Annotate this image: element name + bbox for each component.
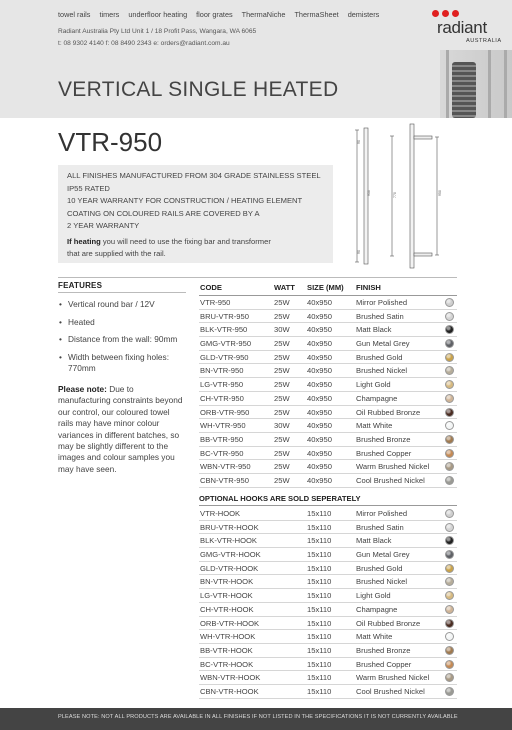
cell-size: 15x110: [307, 686, 332, 696]
top-nav: [58, 10, 379, 19]
cell-size: 40x950: [307, 325, 332, 335]
footer-bar: [0, 708, 512, 730]
cell-code: VTR-950: [200, 298, 231, 307]
table-row: [199, 521, 457, 535]
finish-swatch-icon: [445, 366, 454, 375]
dim-b-label: 90: [357, 250, 361, 254]
table-row: [199, 364, 457, 378]
table-row: [199, 507, 457, 521]
cell-size: 15x110: [307, 673, 332, 683]
cell-size: 40x950: [307, 352, 332, 362]
cell-finish: Mirror Polished: [356, 509, 408, 518]
company-address: Radiant Australia Pty Ltd Unit 1 / 18 Profit Pass, Wangara, WA 6065: [58, 28, 257, 35]
cell-watt: 25W: [274, 462, 290, 472]
table-row: [199, 603, 457, 617]
finish-swatch-icon: [445, 312, 454, 321]
page-header: [0, 0, 512, 118]
cell-code: BRU-VTR-HOOK: [200, 522, 259, 532]
table-row: [199, 392, 457, 406]
cell-code: ORB-VTR-HOOK: [200, 618, 260, 628]
cell-code: BRU-VTR-950: [200, 311, 249, 321]
cell-watt: 25W: [274, 366, 290, 376]
cell-code: WH-VTR-950: [200, 421, 246, 431]
table-row: [199, 575, 457, 589]
finish-swatch-icon: [445, 646, 454, 655]
cell-code: BC-VTR-950: [200, 448, 244, 458]
finish-swatch-icon: [445, 632, 454, 641]
cell-watt: 25W: [274, 352, 290, 362]
cell-code: GLD-VTR-950: [200, 352, 249, 362]
spec-line: 2 YEAR WARRANTY: [67, 221, 140, 230]
table-header: [199, 281, 457, 296]
table-row: [199, 351, 457, 365]
finish-swatch-icon: [445, 550, 454, 559]
cell-finish: Warm Brushed Nickel: [356, 673, 430, 683]
features-list: [58, 299, 186, 381]
nav-link-towel-rails[interactable]: towel rails: [58, 10, 91, 19]
cell-watt: 25W: [274, 407, 290, 417]
cell-size: 15x110: [307, 550, 332, 560]
cell-size: 15x110: [307, 563, 332, 573]
cell-finish: Matt White: [356, 421, 393, 431]
cell-code: CBN-VTR-HOOK: [200, 686, 259, 696]
header-code: CODE: [200, 283, 222, 292]
features-heading: FEATURES: [58, 281, 103, 290]
cell-size: 40x950: [307, 380, 332, 390]
cell-finish: Mirror Polished: [356, 298, 408, 307]
cell-finish: Gun Metal Grey: [356, 550, 410, 560]
cell-code: BLK-VTR-HOOK: [200, 536, 257, 546]
cell-size: 15x110: [307, 577, 332, 587]
cell-code: LG-VTR-HOOK: [200, 591, 253, 601]
cell-size: 15x110: [307, 536, 332, 546]
cell-finish: Brushed Gold: [356, 352, 403, 362]
nav-link-timers[interactable]: timers: [99, 10, 120, 19]
table-row: [199, 671, 457, 685]
cell-finish: Matt White: [356, 632, 393, 642]
table-row: [199, 323, 457, 337]
table-row: [199, 658, 457, 672]
cell-size: 15x110: [307, 522, 332, 532]
table-row: [199, 406, 457, 420]
cell-code: VTR-HOOK: [200, 509, 241, 518]
cell-size: 15x110: [307, 604, 332, 614]
cell-finish: Brushed Nickel: [356, 577, 408, 587]
dimension-diagram: [352, 120, 452, 272]
cell-code: BN-VTR-950: [200, 366, 244, 376]
hooks-table: [199, 507, 457, 699]
nav-link-thermasheet[interactable]: ThermaSheet: [294, 10, 339, 19]
cell-finish: Oil Rubbed Bronze: [356, 407, 421, 417]
logo-wordmark: radiant: [437, 18, 487, 37]
cell-finish: Light Gold: [356, 591, 391, 601]
company-info: [58, 26, 256, 50]
finish-swatch-icon: [445, 476, 454, 485]
cell-watt: 30W: [274, 325, 290, 335]
finish-swatch-icon: [445, 325, 454, 334]
page-title: VERTICAL SINGLE HEATED: [58, 78, 339, 101]
header-size: SIZE (MM): [307, 283, 344, 292]
dim-total-label: 950: [367, 190, 371, 196]
dim-mid-label: 770: [393, 192, 397, 198]
table-row: [199, 419, 457, 433]
cell-finish: Brushed Satin: [356, 311, 404, 321]
cell-finish: Brushed Satin: [356, 522, 404, 532]
table-row: [199, 562, 457, 576]
table-row: [199, 296, 457, 310]
table-row: [199, 447, 457, 461]
cell-size: 40x950: [307, 475, 332, 485]
cell-size: 40x950: [307, 298, 332, 307]
finish-swatch-icon: [445, 353, 454, 362]
cell-watt: 25W: [274, 298, 290, 307]
finish-swatch-icon: [445, 536, 454, 545]
finish-swatch-icon: [445, 421, 454, 430]
feature-item: • Distance from the wall: 90mm: [58, 334, 186, 346]
features-divider: [58, 292, 186, 293]
cell-code: GMG-VTR-HOOK: [200, 550, 261, 560]
cell-finish: Brushed Copper: [356, 448, 412, 458]
hooks-divider: [199, 505, 457, 506]
cell-watt: 30W: [274, 421, 290, 431]
cell-code: GLD-VTR-HOOK: [200, 563, 259, 573]
cell-finish: Champagne: [356, 604, 398, 614]
cell-watt: 25W: [274, 434, 290, 444]
table-row: [199, 310, 457, 324]
cell-size: 15x110: [307, 591, 332, 601]
cell-size: 40x950: [307, 366, 332, 376]
cell-code: LG-VTR-950: [200, 380, 244, 390]
spec-line: ALL FINISHES MANUFACTURED FROM 304 GRADE STAINLESS STEEL: [67, 171, 321, 180]
table-row: [199, 630, 457, 644]
cell-code: BN-VTR-HOOK: [200, 577, 254, 587]
cell-finish: Warm Brushed Nickel: [356, 462, 430, 472]
header-watt: WATT: [274, 283, 295, 292]
footer-note: PLEASE NOTE: NOT ALL PRODUCTS ARE AVAILABLE IN ALL FINISHES IF NOT LISTED IN THE SPECIFICATIONS IT IS NOT CURRENTLY AVAILABLE: [58, 714, 458, 720]
cell-size: 15x110: [307, 645, 332, 655]
table-row: [199, 589, 457, 603]
company-contact: t: 08 9302 4140 f: 08 8490 2343 e: orders@radiant.com.au: [58, 40, 230, 47]
finish-swatch-icon: [445, 673, 454, 682]
finish-swatch-icon: [445, 435, 454, 444]
cell-finish: Brushed Bronze: [356, 645, 411, 655]
cell-code: WH-VTR-HOOK: [200, 632, 256, 642]
finish-swatch-icon: [445, 591, 454, 600]
finish-swatch-icon: [445, 687, 454, 696]
cell-code: BB-VTR-HOOK: [200, 645, 253, 655]
logo-subtitle: AUSTRALIA: [466, 38, 502, 44]
table-row: [199, 378, 457, 392]
product-table: [199, 281, 457, 488]
please-note: Please note: Due to manufacturing constraints beyond our control, our coloured towel rails may have minor colour variances in different batches, so may be slightly different to the images and colour samples you may have seen.: [58, 384, 183, 474]
finish-swatch-icon: [445, 298, 454, 307]
cell-size: 40x950: [307, 311, 332, 321]
cell-code: CBN-VTR-950: [200, 475, 249, 485]
cell-watt: 25W: [274, 311, 290, 321]
cell-size: 40x950: [307, 339, 332, 349]
table-row: [199, 337, 457, 351]
cell-watt: 25W: [274, 380, 290, 390]
cell-code: BC-VTR-HOOK: [200, 659, 254, 669]
cell-code: WBN-VTR-950: [200, 462, 251, 472]
cell-watt: 25W: [274, 339, 290, 349]
cell-size: 15x110: [307, 659, 332, 669]
cell-finish: Brushed Bronze: [356, 434, 411, 444]
spec-line: IP55 RATED: [67, 183, 110, 193]
finish-swatch-icon: [445, 449, 454, 458]
table-row: [199, 534, 457, 548]
radiant-logo: [432, 8, 502, 44]
cell-code: CH-VTR-950: [200, 393, 244, 403]
cell-code: ORB-VTR-950: [200, 407, 250, 417]
table-row: [199, 617, 457, 631]
table-row: [199, 460, 457, 474]
cell-size: 40x950: [307, 393, 332, 403]
cell-code: BLK-VTR-950: [200, 325, 248, 335]
hooks-heading: OPTIONAL HOOKS ARE SOLD SEPERATELY: [199, 494, 361, 503]
dim-total-label-2: 950: [438, 190, 442, 196]
cell-finish: Oil Rubbed Bronze: [356, 618, 421, 628]
cell-finish: Brushed Gold: [356, 563, 403, 573]
cell-finish: Matt Black: [356, 325, 392, 335]
model-number: VTR-950: [58, 127, 163, 157]
finish-swatch-icon: [445, 509, 454, 518]
cell-size: 40x950: [307, 462, 332, 472]
logo-dots-icon: [432, 10, 459, 17]
specs-box: [58, 165, 333, 263]
cell-code: CH-VTR-HOOK: [200, 604, 254, 614]
nav-link-floor-grates[interactable]: floor grates: [196, 10, 233, 19]
finish-swatch-icon: [445, 564, 454, 573]
finish-swatch-icon: [445, 380, 454, 389]
nav-link-demisters[interactable]: demisters: [347, 10, 380, 19]
spec-line: 10 YEAR WARRANTY FOR CONSTRUCTION / HEATING ELEMENT: [67, 196, 303, 205]
cell-size: 40x950: [307, 407, 332, 417]
section-divider: [58, 277, 457, 278]
feature-item: • Vertical round bar / 12V: [58, 299, 186, 311]
cell-watt: 25W: [274, 448, 290, 458]
finish-swatch-icon: [445, 408, 454, 417]
rail-drawing-icon: [352, 120, 452, 272]
finish-swatch-icon: [445, 660, 454, 669]
finish-swatch-icon: [445, 523, 454, 532]
feature-item: • Width between fixing holes: 770mm: [58, 352, 186, 375]
cell-code: BB-VTR-950: [200, 434, 244, 444]
heating-note: If heating you will need to use the fixing bar and transformer: [67, 236, 271, 246]
cell-size: 15x110: [307, 632, 332, 642]
cell-finish: Gun Metal Grey: [356, 339, 410, 349]
towel-rail-photo: [440, 50, 512, 118]
nav-link-thermaniche[interactable]: ThermaNiche: [241, 10, 286, 19]
nav-link-underfloor-heating[interactable]: underfloor heating: [128, 10, 188, 19]
finish-swatch-icon: [445, 462, 454, 471]
table-row: [199, 474, 457, 488]
cell-finish: Brushed Nickel: [356, 366, 408, 376]
cell-code: WBN-VTR-HOOK: [200, 673, 261, 683]
cell-finish: Brushed Copper: [356, 659, 412, 669]
cell-finish: Matt Black: [356, 536, 392, 546]
cell-size: 40x950: [307, 421, 332, 431]
table-row: [199, 433, 457, 447]
table-row: [199, 685, 457, 699]
cell-watt: 25W: [274, 393, 290, 403]
cell-finish: Light Gold: [356, 380, 391, 390]
finish-swatch-icon: [445, 339, 454, 348]
heating-note-cont: that are supplied with the rail.: [67, 249, 166, 258]
cell-finish: Champagne: [356, 393, 398, 403]
header-finish: FINISH: [356, 283, 381, 292]
dim-a-label: 90: [357, 140, 361, 144]
spec-line: COATING ON COLOURED RAILS ARE COVERED BY A: [67, 208, 260, 218]
feature-item: • Heated: [58, 317, 186, 329]
cell-finish: Cool Brushed Nickel: [356, 686, 425, 696]
cell-watt: 25W: [274, 475, 290, 485]
cell-size: 40x950: [307, 434, 332, 444]
cell-size: 15x110: [307, 509, 332, 518]
finish-swatch-icon: [445, 577, 454, 586]
finish-swatch-icon: [445, 605, 454, 614]
cell-code: GMG-VTR-950: [200, 339, 252, 349]
finish-swatch-icon: [445, 394, 454, 403]
cell-finish: Cool Brushed Nickel: [356, 475, 425, 485]
table-row: [199, 548, 457, 562]
finish-swatch-icon: [445, 619, 454, 628]
table-row: [199, 644, 457, 658]
cell-size: 15x110: [307, 618, 332, 628]
cell-size: 40x950: [307, 448, 332, 458]
